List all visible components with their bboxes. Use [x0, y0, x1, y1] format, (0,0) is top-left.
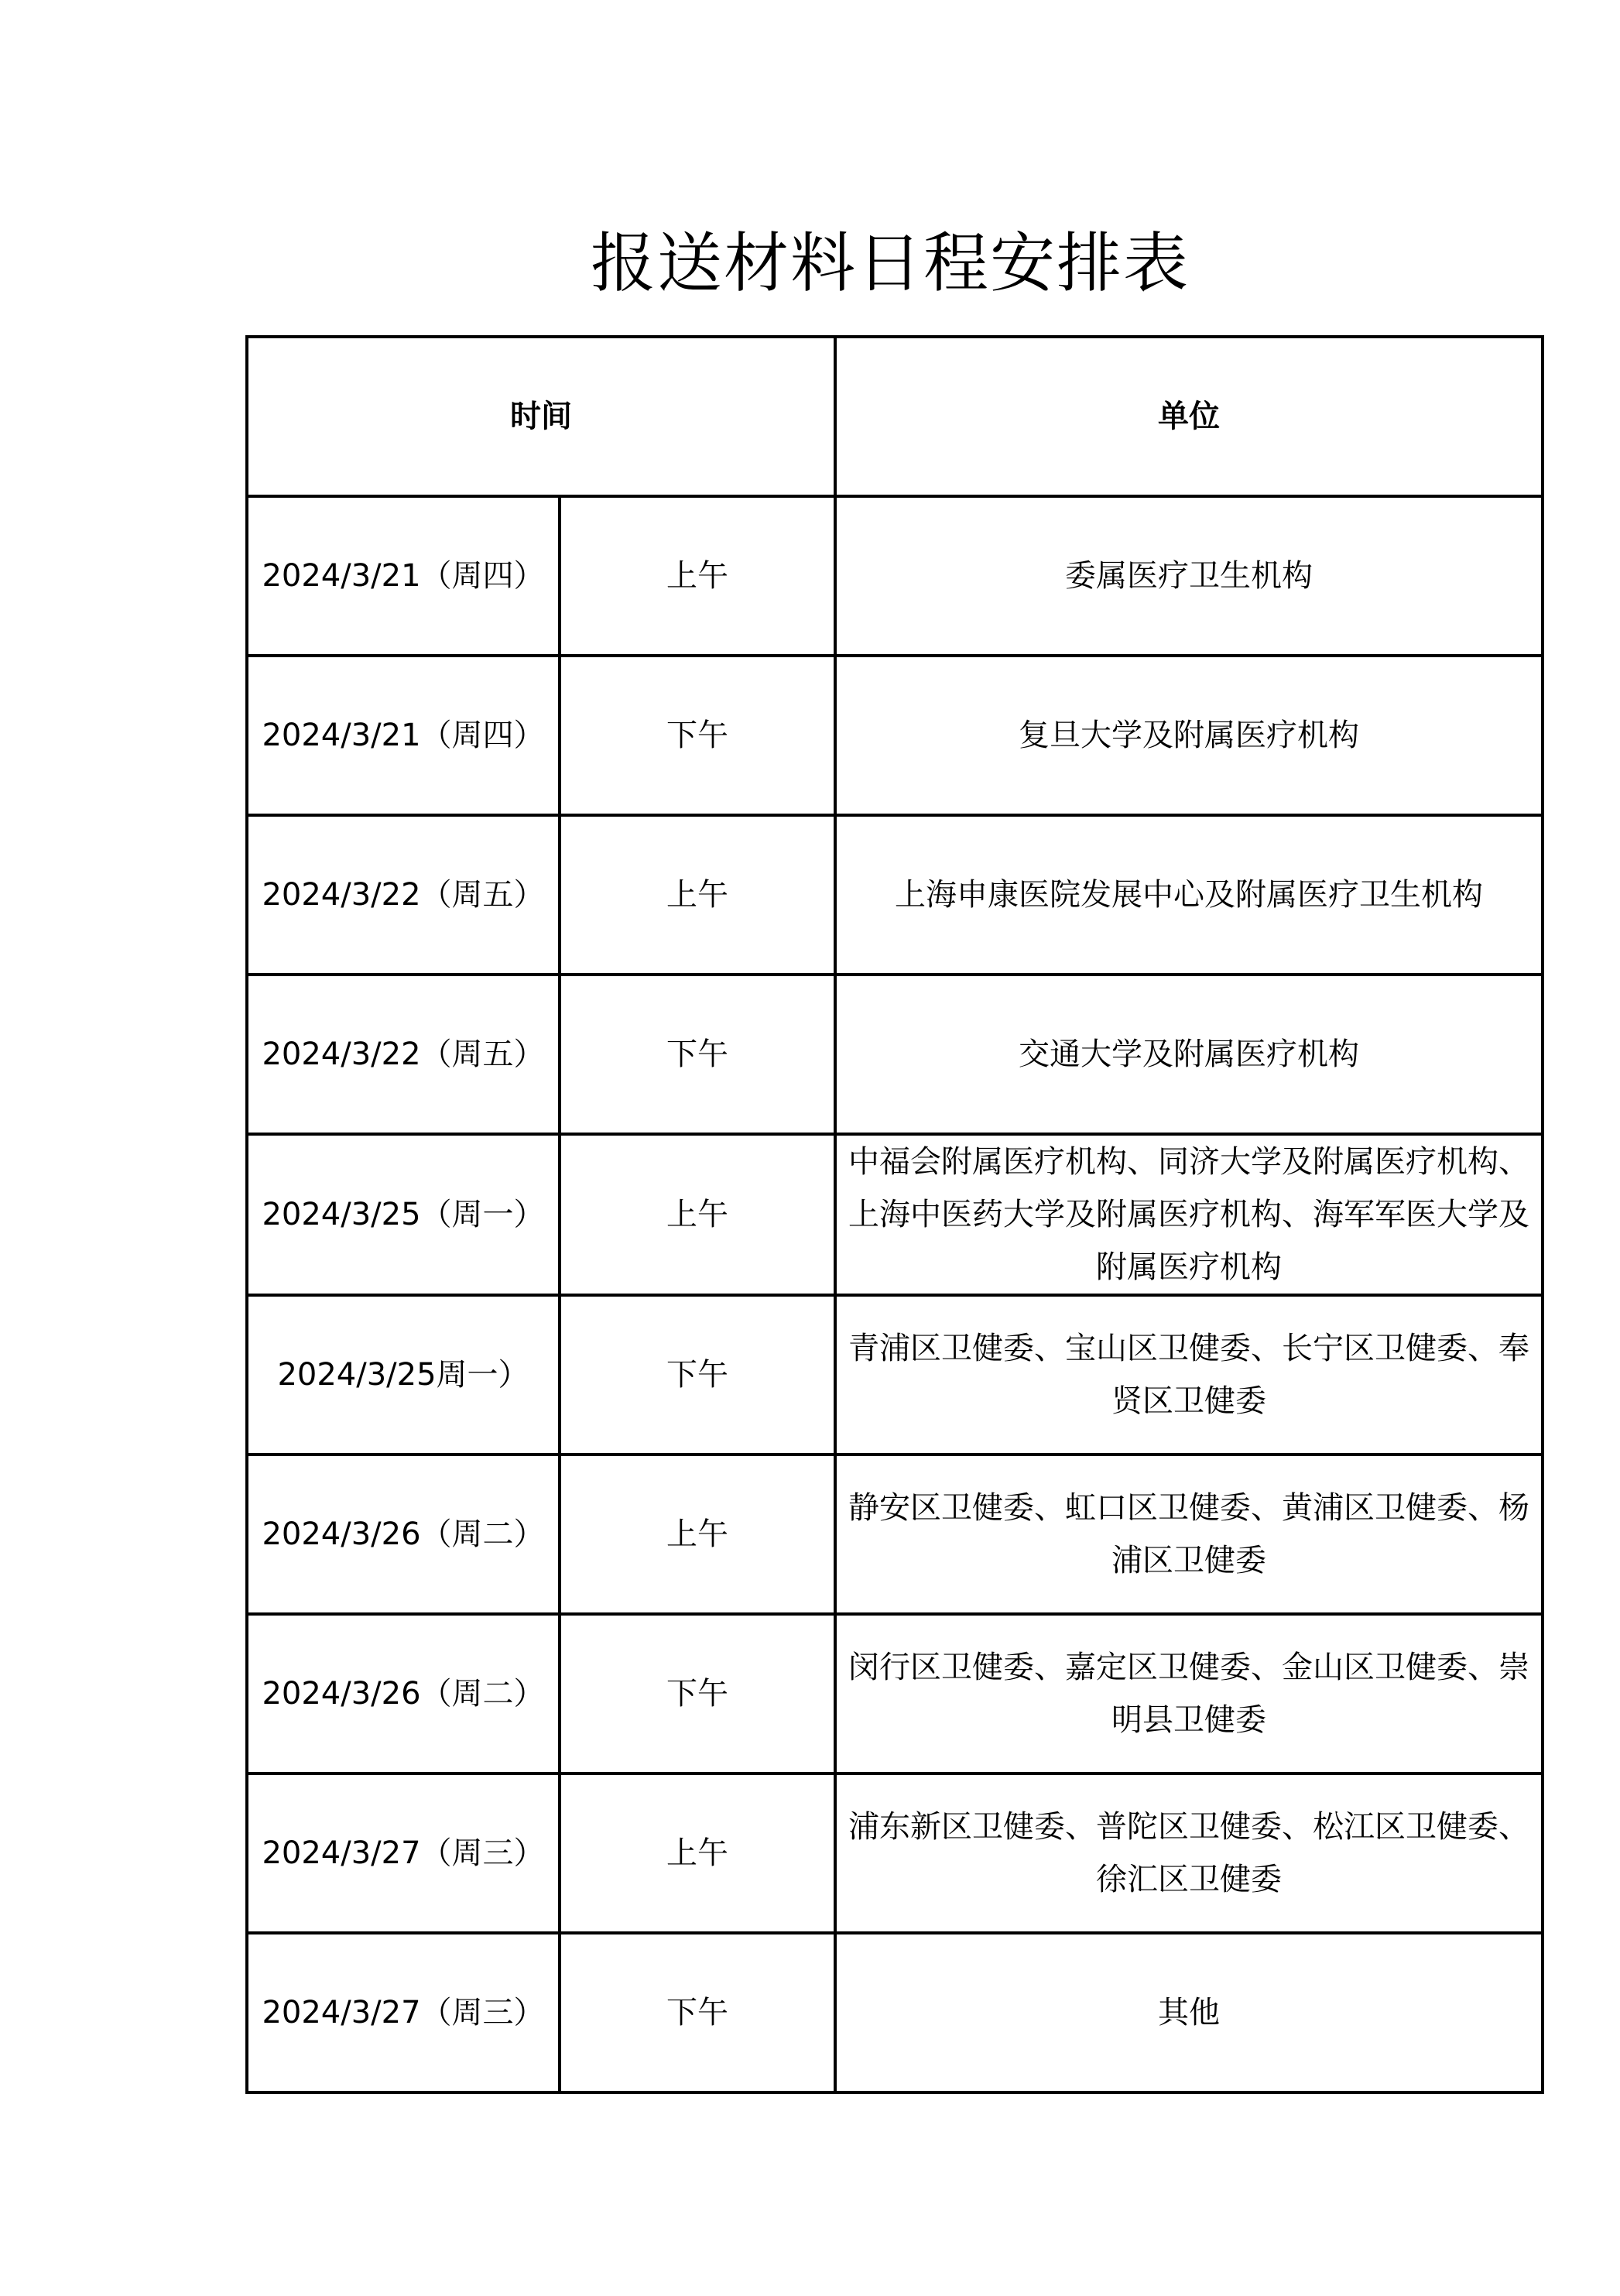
date-cell: 2024/3/26（周二） — [247, 1614, 560, 1773]
unit-cell: 复旦大学及附属医疗机构 — [835, 656, 1543, 815]
period-cell: 上午 — [560, 815, 835, 975]
period-cell: 下午 — [560, 1933, 835, 2092]
unit-cell: 中福会附属医疗机构、同济大学及附属医疗机构、上海中医药大学及附属医疗机构、海军军医大学及附属医疗机构 — [835, 1134, 1543, 1295]
table-row — [247, 1134, 1543, 1295]
date-cell: 2024/3/27（周三） — [247, 1773, 560, 1933]
header-unit: 单位 — [835, 337, 1543, 496]
table-row — [247, 1455, 1543, 1614]
date-cell: 2024/3/25（周一） — [247, 1134, 560, 1295]
unit-cell: 闵行区卫健委、嘉定区卫健委、金山区卫健委、崇明县卫健委 — [835, 1614, 1543, 1773]
unit-cell: 其他 — [835, 1933, 1543, 2092]
table-row — [247, 496, 1543, 656]
date-cell: 2024/3/21（周四） — [247, 656, 560, 815]
period-cell: 下午 — [560, 1614, 835, 1773]
table-header-row — [247, 337, 1543, 496]
schedule-table — [245, 335, 1544, 2094]
date-cell: 2024/3/26（周二） — [247, 1455, 560, 1614]
unit-cell: 上海申康医院发展中心及附属医疗卫生机构 — [835, 815, 1543, 975]
period-cell: 上午 — [560, 1134, 835, 1295]
date-cell: 2024/3/25周一） — [247, 1295, 560, 1455]
period-cell: 上午 — [560, 1455, 835, 1614]
date-cell: 2024/3/27（周三） — [247, 1933, 560, 2092]
table-row — [247, 815, 1543, 975]
period-cell: 下午 — [560, 656, 835, 815]
table-row — [247, 1773, 1543, 1933]
table-row — [247, 1295, 1543, 1455]
unit-cell: 青浦区卫健委、宝山区卫健委、长宁区卫健委、奉贤区卫健委 — [835, 1295, 1543, 1455]
period-cell: 下午 — [560, 975, 835, 1134]
page-title: 报送材料日程安排表 — [590, 225, 1190, 301]
date-cell: 2024/3/22（周五） — [247, 815, 560, 975]
unit-cell: 浦东新区卫健委、普陀区卫健委、松江区卫健委、徐汇区卫健委 — [835, 1773, 1543, 1933]
unit-cell: 静安区卫健委、虹口区卫健委、黄浦区卫健委、杨浦区卫健委 — [835, 1455, 1543, 1614]
unit-cell: 交通大学及附属医疗机构 — [835, 975, 1543, 1134]
header-time: 时间 — [247, 337, 835, 496]
date-cell: 2024/3/22（周五） — [247, 975, 560, 1134]
table-row — [247, 1933, 1543, 2092]
unit-cell: 委属医疗卫生机构 — [835, 496, 1543, 656]
period-cell: 上午 — [560, 1773, 835, 1933]
table-row — [247, 1614, 1543, 1773]
date-cell: 2024/3/21（周四） — [247, 496, 560, 656]
period-cell: 上午 — [560, 496, 835, 656]
table-row — [247, 656, 1543, 815]
period-cell: 下午 — [560, 1295, 835, 1455]
table-row — [247, 975, 1543, 1134]
